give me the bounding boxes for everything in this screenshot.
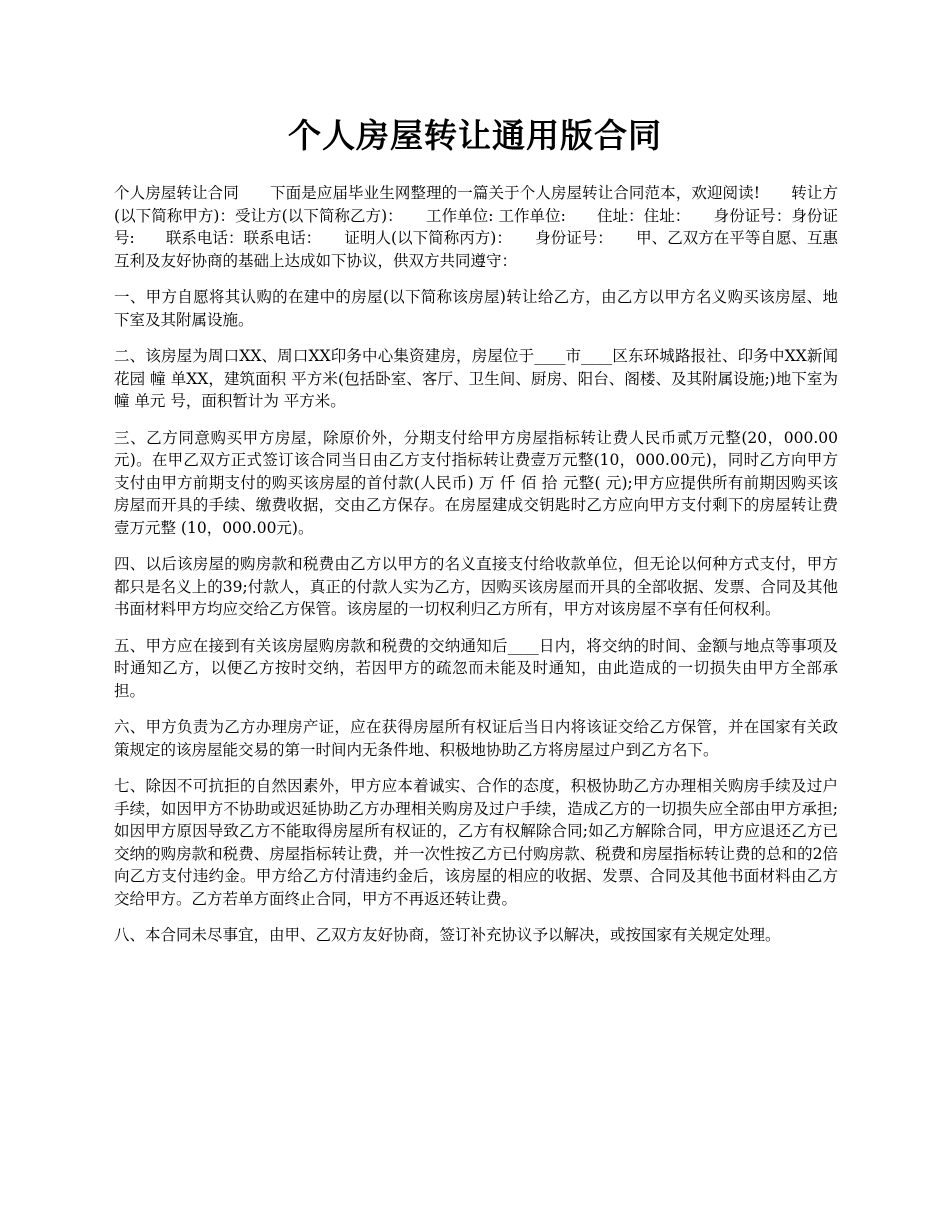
clause-7-paragraph: 七、除因不可抗拒的自然因素外，甲方应本着诚实、合作的态度，积极协助乙方办理相关购房手续及过户手续，如因甲方不协助或迟延协助乙方办理相关购房及过户手续，造成乙方的一切损失应全部由甲方承担;如因甲方原因导致乙方不能取得房屋所有权证的，乙方有权解除合同;如乙方解除合同，甲方应退还乙方已交纳的购房款和税费、房屋指标转让费，并一次性按乙方已付购房款、税费和房屋指标转让费的总和的2倍向乙方支付违约金。甲方给乙方付清违约金后，该房屋的相应的收据、发票、合同及其他书面材料由乙方交给甲方。乙方若单方面终止合同，甲方不再返还转让费。 — [114, 777, 838, 908]
document-title: 个人房屋转让通用版合同 — [288, 116, 662, 155]
document-body — [114, 182, 838, 961]
clause-8-paragraph: 八、本合同未尽事宜，由甲、乙双方友好协商，签订补充协议予以解决，或按国家有关规定处理。 — [114, 926, 781, 944]
clause-2-paragraph: 二、该房屋为周口XX、周口XX印务中心集资建房，房屋位于____市____区东环城路报社、印务中XX新闻花园 幢 单XX，建筑面积 平方米(包括卧室、客厅、卫生间、厨房、阳台、阁楼、及其附属设施;)地下室为 幢 单元 号，面积暂计为 平方米。 — [114, 347, 838, 410]
clause-5-paragraph: 五、甲方应在接到有关该房屋购房款和税费的交纳通知后____日内，将交纳的时间、金额与地点等事项及时通知乙方，以便乙方按时交纳，若因甲方的疏忽而未能及时通知，由此造成的一切损失由甲方全部承担。 — [114, 636, 838, 700]
clause-6-paragraph: 六、甲方负责为乙方办理房产证，应在获得房屋所有权证后当日内将该证交给乙方保管，并在国家有关政策规定的该房屋能交易的第一时间内无条件地、积极地协助乙方将房屋过户到乙方名下。 — [114, 718, 838, 759]
clause-1-paragraph: 一、甲方自愿将其认购的在建中的房屋(以下简称该房屋)转让给乙方，由乙方以甲方名义购买该房屋、地下室及其附属设施。 — [114, 288, 838, 329]
intro-paragraph: 个人房屋转让合同 下面是应届毕业生网整理的一篇关于个人房屋转让合同范本，欢迎阅读! 转让方(以下简称甲方)：受让方(以下简称乙方)： 工作单位: 工作单位: 住址：住址： 身份证号：身份证号: 联系电话：联系电话： 证明人(以下简称丙方)： 身份证号： 甲、乙双方在平等自愿、互惠互利及友好协商的基础上达成如下协议，供双方共同遵守： — [114, 184, 838, 270]
clause-4-paragraph: 四、以后该房屋的购房款和税费由乙方以甲方的名义直接支付给收款单位，但无论以何种方式支付，甲方都只是名义上的39;付款人，真正的付款人实为乙方，因购买该房屋而开具的全部收据、发票、合同及其他书面材料甲方均应交给乙方保管。该房屋的一切权利归乙方所有，甲方对该房屋不享有任何权利。 — [114, 555, 838, 618]
clause-3-paragraph: 三、乙方同意购买甲方房屋，除原价外，分期支付给甲方房屋指标转让费人民币贰万元整(20，000.00元)。在甲乙双方正式签订该合同当日由乙方支付指标转让费壹万元整(10，000.00元)，同时乙方向甲方支付由甲方前期支付的购买该房屋的首付款(人民币) 万 仟 佰 拾 元整( 元);甲方应提供所有前期因购买该房屋而开具的手续、缴费收据，交由乙方保存。在房屋建成交钥匙时乙方应向甲方支付剩下的房屋转让费壹万元整 (10，000.00元)。 — [114, 428, 838, 537]
